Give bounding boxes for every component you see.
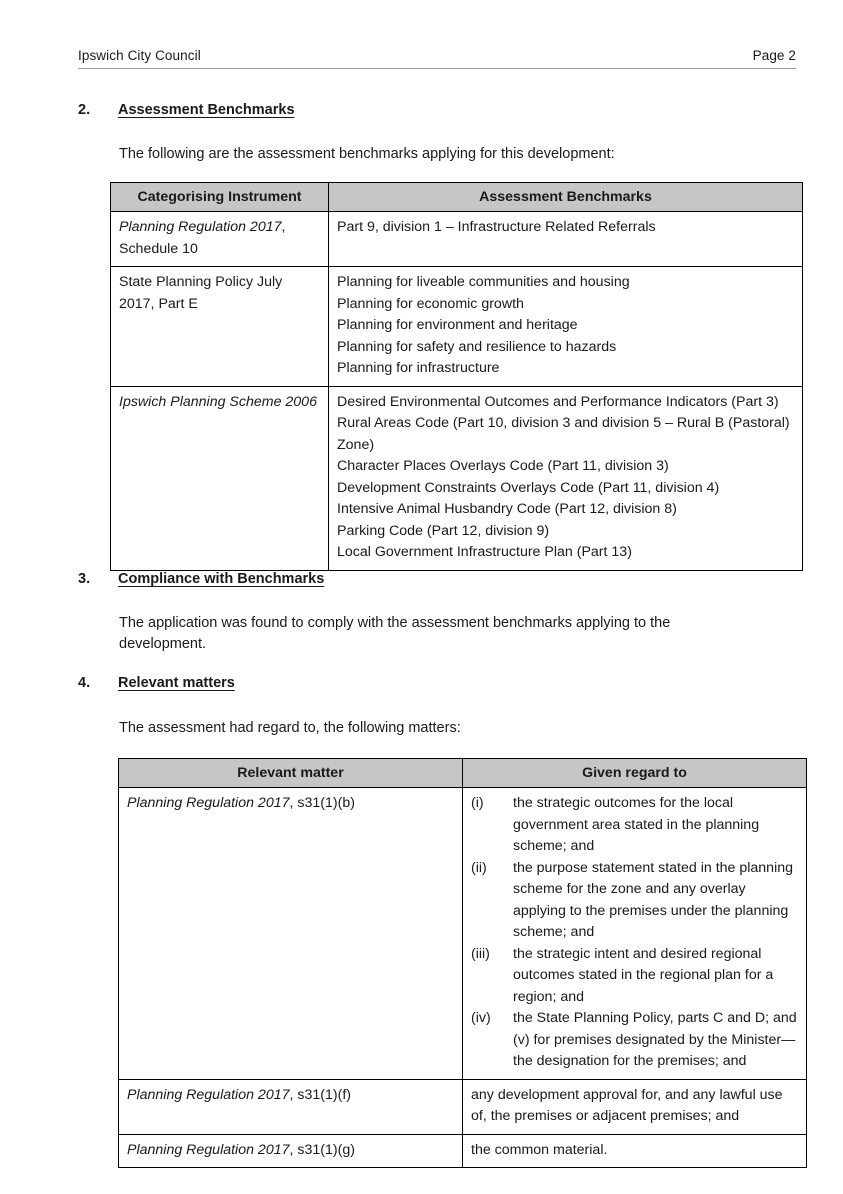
assessment-benchmarks-table [110,182,803,571]
list-item [471,858,798,944]
instrument-name: Planning Regulation 2017 [119,219,282,235]
list-marker: (iii) [471,945,490,962]
instrument-detail: , Schedule 10 [119,219,286,257]
column-header-relevant-matter: Relevant matter [119,759,463,788]
table-row [119,788,807,1080]
table-row [111,267,803,387]
table-row [119,1079,807,1134]
column-header-categorising-instrument: Categorising Instrument [111,183,329,212]
list-text: the strategic outcomes for the local government area stated in the planning scheme; and [513,795,760,854]
benchmark-line: Desired Environmental Outcomes and Performance Indicators (Part 3) [337,393,779,410]
benchmark-line: Planning for economic growth [337,295,524,312]
cell-relevant-matter [119,1079,463,1134]
regulation-name: Planning Regulation 2017 [127,795,290,811]
benchmark-line: Rural Areas Code (Part 10, division 3 and division 5 – Rural B (Pastoral) Zone) [337,415,790,453]
section-heading-assessment-benchmarks [78,102,295,118]
benchmark-line: Planning for liveable communities and housing [337,274,630,290]
cell-given-regard-to [463,788,807,1080]
benchmark-line: Development Constraints Overlays Code (Part 11, division 4) [337,479,720,496]
table-row [111,212,803,267]
table-header-row [111,183,803,212]
instrument-detail: State Planning Policy July 2017, Part E [119,274,283,312]
cell-instrument [111,386,329,570]
cell-benchmarks [329,386,803,570]
benchmark-line: Planning for environment and heritage [337,317,578,333]
regulation-name: Planning Regulation 2017 [127,1141,290,1158]
page-header [78,48,796,69]
header-page-number: Page 2 [752,48,796,63]
list-text: the strategic intent and desired regional outcomes stated in the regional plan for a region; and [513,945,774,1005]
compliance-body: The application was found to comply with the assessment benchmarks applying to the development. [119,615,671,652]
column-header-given-regard-to: Given regard to [463,759,807,788]
benchmark-line: Part 9, division 1 – Infrastructure Related Referrals [337,219,656,235]
benchmark-line: Intensive Animal Husbandry Code (Part 12, division 8) [337,501,677,517]
section-title: Assessment Benchmarks [118,102,295,118]
header-organisation: Ipswich City Council [78,48,201,63]
regulation-section: , s31(1)(g) [289,1141,355,1158]
relevant-matters-intro: The assessment had regard to, the following matters: [119,720,461,736]
section-number: 3. [78,571,91,587]
cell-benchmarks [329,212,803,267]
section-heading-compliance [78,571,324,587]
instrument-name: Ipswich Planning Scheme 2006 [119,393,317,410]
regulation-section: , s31(1)(b) [289,795,355,811]
list-marker: (iv) [471,1010,491,1026]
regulation-section: , s31(1)(f) [289,1086,351,1103]
benchmark-line: Character Places Overlays Code (Part 11, division 3) [337,458,669,474]
list-text: the purpose statement stated in the planning scheme for the zone and any overlay applying to the premises under the planning scheme; and [513,859,794,940]
list-text: the State Planning Policy, parts C and D; and (v) for premises designated by the Minister—the designation for the premises; and [513,1010,797,1069]
section-title: Compliance with Benchmarks [118,571,325,587]
cell-given-regard-to: the common material. [463,1134,807,1168]
cell-benchmarks [329,267,803,387]
list-marker: (i) [471,795,484,811]
section-number: 2. [78,102,91,118]
regard-list [471,793,798,1073]
regulation-name: Planning Regulation 2017 [127,1086,290,1103]
cell-instrument [111,267,329,387]
list-item [471,1008,798,1073]
benchmark-line: Planning for safety and resilience to hazards [337,338,617,355]
list-item [471,793,798,858]
section-heading-relevant-matters [78,675,235,691]
table-row [119,1134,807,1168]
benchmark-line: Parking Code (Part 12, division 9) [337,522,550,539]
benchmark-line: Planning for infrastructure [337,360,500,376]
relevant-matters-table [118,758,807,1168]
list-marker: (ii) [471,859,487,876]
cell-given-regard-to: any development approval for, and any lawful use of, the premises or adjacent premises; and [463,1079,807,1134]
section-number: 4. [78,675,91,691]
cell-relevant-matter [119,1134,463,1168]
cell-relevant-matter [119,788,463,1080]
table-row [111,386,803,570]
benchmark-line: Local Government Infrastructure Plan (Part 13) [337,544,632,560]
assessment-benchmarks-intro: The following are the assessment benchmarks applying for this development: [119,146,615,162]
table-header-row [119,759,807,788]
list-item [471,944,798,1009]
cell-instrument [111,212,329,267]
section-title: Relevant matters [118,675,235,691]
column-header-assessment-benchmarks: Assessment Benchmarks [329,183,803,212]
